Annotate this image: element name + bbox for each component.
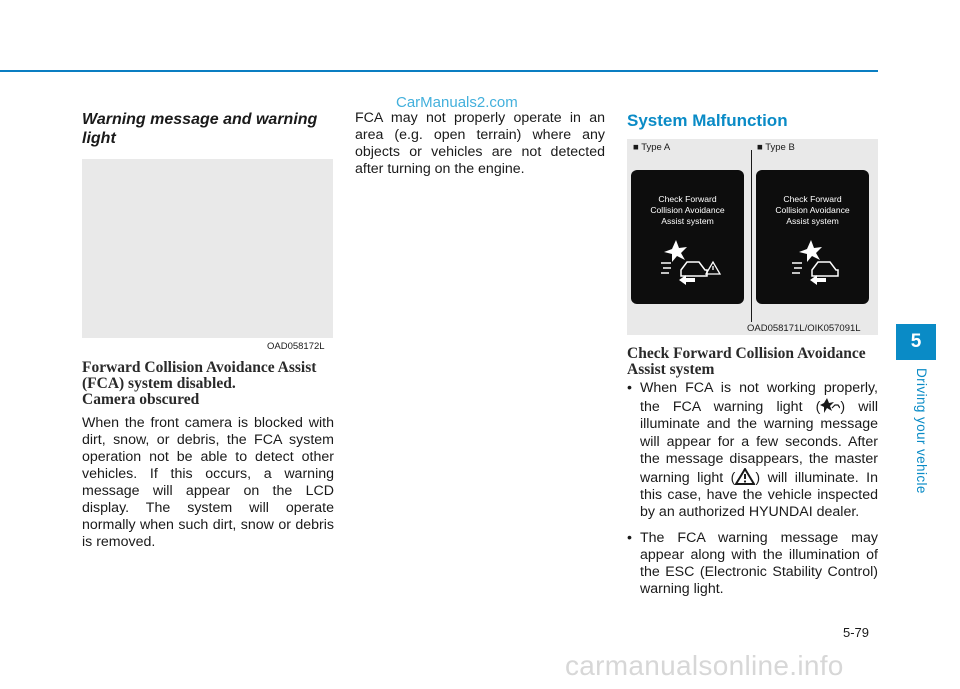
figure-code-right: OAD058171L/OIK057091L <box>747 323 861 334</box>
lcd-line2: Collision Avoidance <box>650 205 725 215</box>
bullet-marker: • <box>627 529 632 546</box>
watermark-bottom[interactable]: carmanualsonline.info <box>565 650 844 681</box>
collision-star-icon <box>799 240 822 262</box>
page-number: 5-79 <box>843 625 870 640</box>
figure-divider <box>751 150 752 322</box>
section-title: System Malfunction <box>627 111 788 130</box>
left-column <box>82 110 334 148</box>
car-outline-icon <box>792 262 838 276</box>
right-subheading-block <box>627 346 878 378</box>
type-b-label: ■ Type B <box>757 142 795 153</box>
chapter-tab: 5 <box>896 324 936 360</box>
collision-graphic <box>756 170 869 304</box>
collision-graphic <box>631 170 744 304</box>
master-warning-icon <box>735 468 755 486</box>
lcd-line3: Assist system <box>661 216 714 226</box>
check-fca-heading: Check Forward Collision Avoidance Assist system <box>627 345 866 378</box>
chapter-side-label: Driving your vehicle <box>914 368 929 494</box>
lcd-display-type-a <box>631 170 744 304</box>
bullet-marker: • <box>627 380 632 396</box>
warning-heading: Warning message and warning light <box>82 111 318 147</box>
list-item <box>627 380 878 522</box>
type-a-label: ■ Type A <box>633 142 671 153</box>
camera-figure <box>82 159 333 338</box>
bullet1-text-b: ) will illuminate and the warning message will appear for a few seconds. After the message disappears, the master warning light ( <box>640 399 878 487</box>
middle-column <box>355 110 605 178</box>
lcd-line1: Check Forward <box>783 194 842 204</box>
camera-paragraph: When the front camera is blocked with dirt, snow, or debris, the FCA system operation not be able to detect other vehicles. If this occurs, a warning message will appear on the LCD display. The system will operate normally when such dirt, snow or debris is removed. <box>82 415 334 550</box>
lcd-line2: Collision Avoidance <box>775 205 850 215</box>
camera-obscured-heading: Camera obscured <box>82 391 200 408</box>
lcd-line3: Assist system <box>786 216 839 226</box>
top-rule <box>0 70 878 72</box>
master-warning-icon <box>706 262 720 274</box>
bullet1-text-a: When FCA is not working properly, the FCA warning light ( <box>640 380 878 416</box>
fca-warning-icon <box>820 397 840 415</box>
lcd-display-type-b <box>756 170 869 304</box>
figure-code-left: OAD058172L <box>267 341 325 352</box>
middle-paragraph: FCA may not properly operate in an area (e.g. open terrain) where any objects or vehicles are not detected after turning on the engine. <box>355 110 605 177</box>
fca-disabled-heading: Forward Collision Avoidance Assist (FCA) system disabled. <box>82 359 317 392</box>
watermark-top[interactable]: CarManuals2.com <box>396 94 518 111</box>
car-outline-icon <box>661 262 707 276</box>
left-text <box>82 360 334 551</box>
malfunction-bullets <box>627 380 878 606</box>
collision-star-icon <box>664 240 687 262</box>
list-item <box>627 530 878 599</box>
bullet1-text-c: ) will illuminate. In this case, have the vehicle inspected by an authorized HYUNDAI dealer. <box>640 470 878 521</box>
bullet2-text: The FCA warning message may appear along with the illumination of the ESC (Electronic Stability Control) warning light. <box>640 529 878 598</box>
lcd-line1: Check Forward <box>658 194 717 204</box>
